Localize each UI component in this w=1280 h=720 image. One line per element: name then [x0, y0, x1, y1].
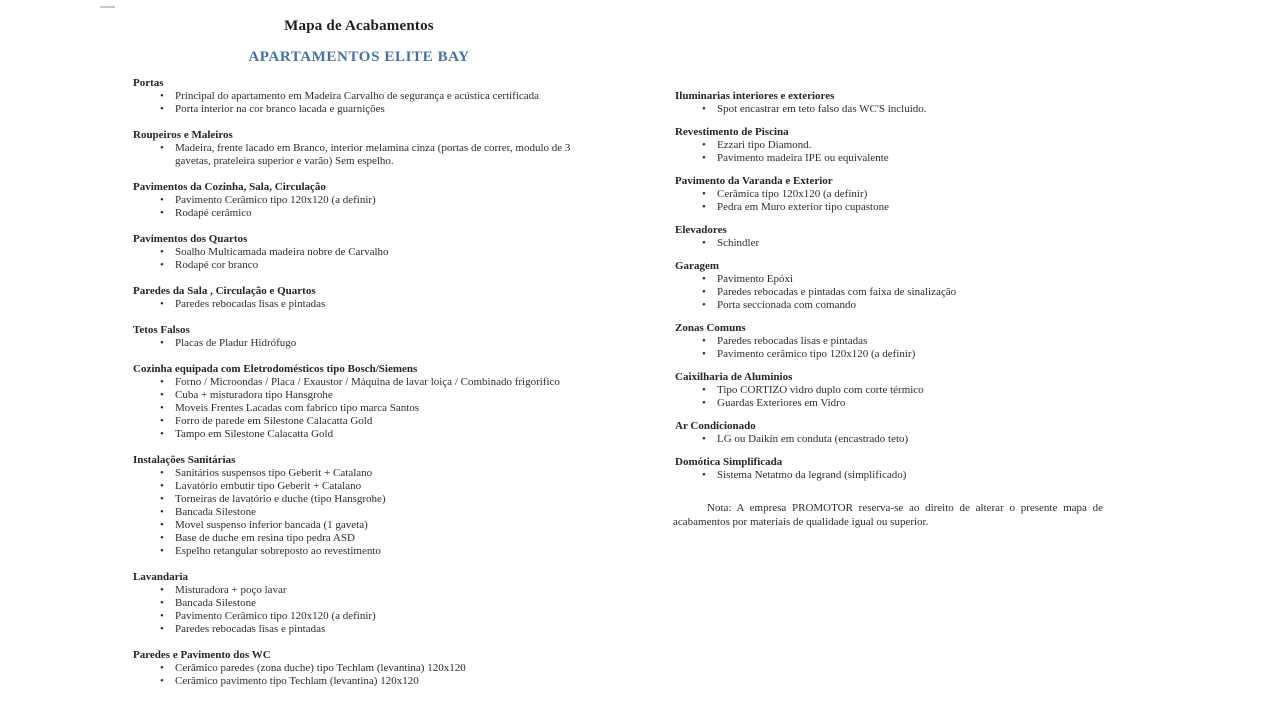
section-iluminarias-interiores-e-exteriores	[675, 90, 1117, 116]
bullet-item: • Ezzari tipo Diamond.	[675, 139, 1117, 152]
bullet-item: • Bancada Silestone	[133, 506, 585, 519]
bullet-item: • Base de duche em resina tipo pedra ASD	[133, 532, 585, 545]
section-items	[675, 469, 1117, 482]
section-heading: Tetos Falsos	[133, 324, 190, 336]
section-heading: Pavimentos da Cozinha, Sala, Circulação	[133, 181, 326, 193]
section-tetos-falsos	[133, 324, 585, 350]
section-heading: Pavimentos dos Quartos	[133, 233, 248, 245]
section-pavimentos-dos-quartos	[133, 233, 585, 272]
bullet-item: • Bancada Silestone	[133, 597, 585, 610]
section-heading: Portas	[133, 77, 164, 89]
section-items	[675, 335, 1117, 361]
section-heading: Domótica Simplificada	[675, 456, 783, 468]
bullet-item: • Guardas Exteriores em Vidro	[675, 397, 1117, 410]
bullet-item: • Moveis Frentes Lacadas com fabrico tipo marca Santos	[133, 402, 585, 415]
section-items	[133, 376, 585, 441]
section-items	[675, 273, 1117, 312]
section-items	[675, 188, 1117, 214]
section-items	[133, 142, 585, 168]
section-heading: Paredes e Pavimento dos WC	[133, 649, 271, 661]
section-garagem	[675, 260, 1117, 312]
section-heading: Pavimento da Varanda e Exterior	[675, 175, 833, 187]
section-items	[133, 662, 585, 688]
bullet-item: • Torneiras de lavatório e duche (tipo Hansgrohe)	[133, 493, 585, 506]
bullet-item: • Porta seccionada com comando	[675, 299, 1117, 312]
bullet-item: • Soalho Multicamada madeira nobre de Carvalho	[133, 246, 585, 259]
section-items	[675, 139, 1117, 165]
section-instalacoes-sanitarias	[133, 454, 585, 558]
bullet-item: • Paredes rebocadas lisas e pintadas	[675, 335, 1117, 348]
bullet-item: • Tipo CORTIZO vidro duplo com corte térmico	[675, 384, 1117, 397]
section-heading: Elevadores	[675, 224, 727, 236]
section-heading: Garagem	[675, 260, 719, 272]
section-items	[133, 298, 585, 311]
section-pavimentos-da-cozinha-sala-circulacao	[133, 181, 585, 220]
section-items	[675, 384, 1117, 410]
bullet-item: • Paredes rebocadas lisas e pintadas	[133, 298, 585, 311]
bullet-item: • Pavimento Epóxi	[675, 273, 1117, 286]
bullet-item: • Rodapé cor branco	[133, 259, 585, 272]
bullet-item: • Paredes rebocadas e pintadas com faixa de sinalização	[675, 286, 1117, 299]
section-portas	[133, 77, 585, 116]
document-title: Mapa de Acabamentos	[284, 18, 434, 34]
bullet-item: • Pavimento madeira IPE ou equivalente	[675, 152, 1117, 165]
bullet-item: • Pavimento cerâmico tipo 120x120 (a definir)	[675, 348, 1117, 361]
section-items	[133, 194, 585, 220]
bullet-item: • Forno / Microondas / Placa / Exaustor / Máquina de lavar loiça / Combinado frigorifico	[133, 376, 585, 389]
bullet-item: • LG ou Daikin em conduta (encastrado teto)	[675, 433, 1117, 446]
bullet-item: • Schindler	[675, 237, 1117, 250]
bullet-item: • Pavimento Cerâmico tipo 120x120 (a definir)	[133, 194, 585, 207]
section-pavimento-da-varanda-e-exterior	[675, 175, 1117, 214]
section-heading: Revestimento de Piscina	[675, 126, 789, 138]
section-heading: Caixilharia de Aluminios	[675, 371, 793, 383]
section-items	[675, 103, 1117, 116]
section-items	[675, 237, 1117, 250]
bullet-item: • Spot encastrar em teto falso das WC'S incluido.	[675, 103, 1117, 116]
document-subtitle: APARTAMENTOS ELITE BAY	[248, 49, 470, 65]
section-paredes-da-sala-circulacao-e-quartos	[133, 285, 585, 311]
section-items	[675, 433, 1117, 446]
section-ar-condicionado	[675, 420, 1117, 446]
bullet-item: • Principal do apartamento em Madeira Carvalho de segurança e acústica certificada	[133, 90, 585, 103]
section-heading: Cozinha equipada com Eletrodomésticos tipo Bosch/Siemens	[133, 363, 418, 375]
bullet-item: • Madeira, frente lacado em Branco, interior melamina cinza (portas de correr, modulo de 3 gavetas, prateleira superior e varão) Sem espelho.	[133, 142, 585, 168]
section-elevadores	[675, 224, 1117, 250]
bullet-item: • Espelho retangular sobreposto ao revestimento	[133, 545, 585, 558]
bullet-item: • Movel suspenso inferior bancada (1 gaveta)	[133, 519, 585, 532]
bullet-item: • Sanitários suspensos tipo Geberit + Catalano	[133, 467, 585, 480]
bullet-item: • Paredes rebocadas lisas e pintadas	[133, 623, 585, 636]
bullet-item: • Porta interior na cor branco lacada e guarnições	[133, 103, 585, 116]
section-cozinha-equipada-com-eletrodomesticos-tipo-bosch-siemens	[133, 363, 585, 441]
section-heading: Instalações Sanitárias	[133, 454, 236, 466]
section-heading: Roupeiros e Maleiros	[133, 129, 233, 141]
note-paragraph: Nota: A empresa PROMOTOR reserva-se ao direito de alterar o presente mapa de acabamentos por materiais de qualidade igual ou superior.	[673, 502, 1103, 528]
bullet-item: • Forro de parede em Silestone Calacatta Gold	[133, 415, 585, 428]
section-lavandaria	[133, 571, 585, 636]
section-roupeiros-e-maleiros	[133, 129, 585, 168]
section-paredes-e-pavimento-dos-wc	[133, 649, 585, 688]
scan-artifact	[100, 6, 115, 8]
bullet-item: • Pavimento Cerâmico tipo 120x120 (a definir)	[133, 610, 585, 623]
bullet-item: • Rodapé cerâmico	[133, 207, 585, 220]
bullet-item: • Placas de Pladur Hidrófugo	[133, 337, 585, 350]
section-items	[133, 246, 585, 272]
section-heading: Paredes da Sala , Circulação e Quartos	[133, 285, 316, 297]
bullet-item: • Cerâmica tipo 120x120 (a definir)	[675, 188, 1117, 201]
section-revestimento-de-piscina	[675, 126, 1117, 165]
bullet-item: • Misturadora + poço lavar	[133, 584, 585, 597]
right-column	[675, 90, 1117, 492]
section-items	[133, 90, 585, 116]
bullet-item: • Cerâmico pavimento tipo Techlam (levantina) 120x120	[133, 675, 585, 688]
section-items	[133, 467, 585, 558]
left-column	[133, 77, 585, 701]
section-zonas-comuns	[675, 322, 1117, 361]
section-caixilharia-de-aluminios	[675, 371, 1117, 410]
section-items	[133, 337, 585, 350]
section-items	[133, 584, 585, 636]
section-heading: Lavandaria	[133, 571, 189, 583]
bullet-item: • Lavatório embutir tipo Geberit + Catalano	[133, 480, 585, 493]
section-domotica-simplificada	[675, 456, 1117, 482]
bullet-item: • Cerâmico paredes (zona duche) tipo Techlam (levantina) 120x120	[133, 662, 585, 675]
section-heading: Zonas Comuns	[675, 322, 746, 334]
bullet-item: • Pedra em Muro exterior tipo cupastone	[675, 201, 1117, 214]
section-heading: Iluminarias interiores e exteriores	[675, 90, 835, 102]
section-heading: Ar Condicionado	[675, 420, 756, 432]
bullet-item: • Cuba + misturadora tipo Hansgrohe	[133, 389, 585, 402]
bullet-item: • Tampo em Silestone Calacatta Gold	[133, 428, 585, 441]
bullet-item: • Sistema Netatmo da legrand (simplificado)	[675, 469, 1117, 482]
